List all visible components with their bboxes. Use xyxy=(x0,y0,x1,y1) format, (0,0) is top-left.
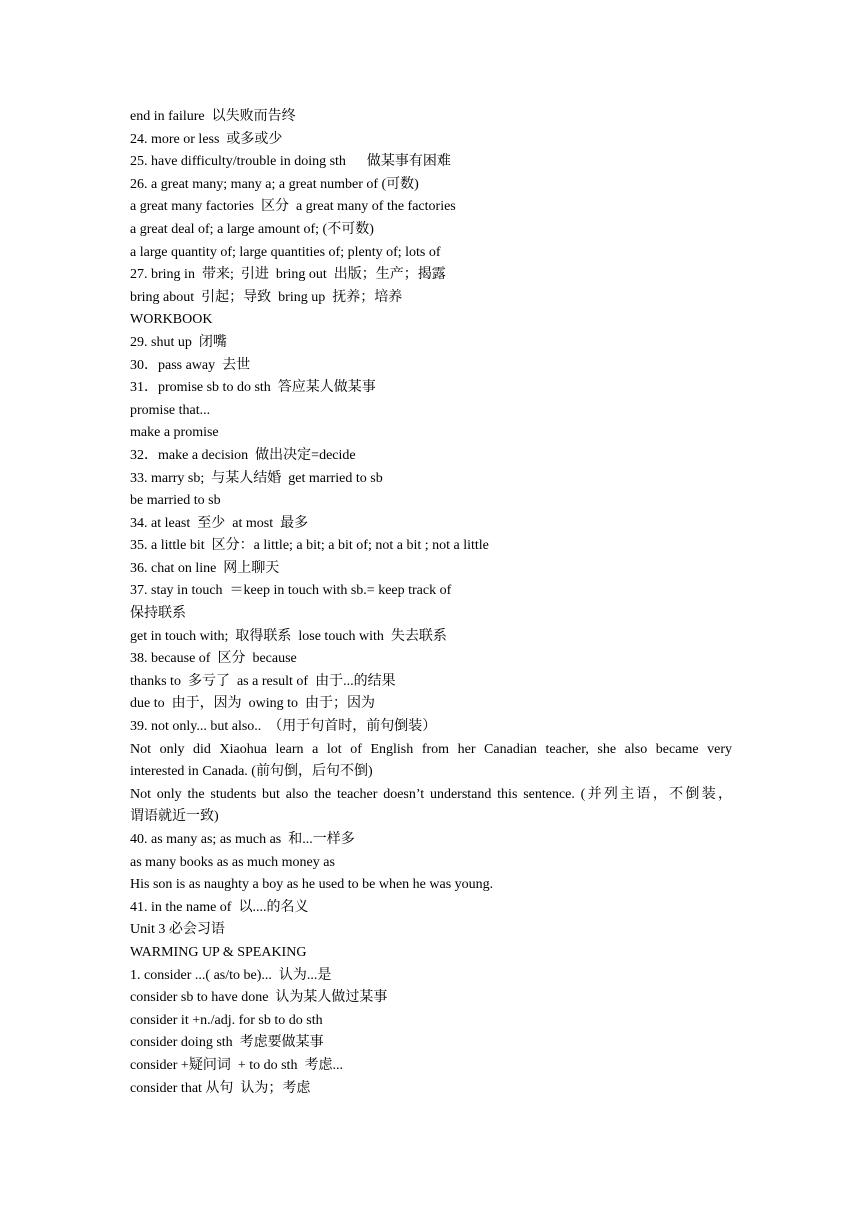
text-line: bring about 引起；导致 bring up 抚养；培养 xyxy=(130,289,403,305)
text-line: 32．make a decision 做出决定=decide xyxy=(130,447,356,463)
text-line: 1. consider ...( as/to be)... 认为...是 xyxy=(130,967,332,983)
text-line: 34. at least 至少 at most 最多 xyxy=(130,515,309,531)
text-line: 37. stay in touch ＝keep in touch with sb.= keep track of xyxy=(130,583,452,599)
text-line: 40. as many as; as much as 和...一样多 xyxy=(130,832,355,847)
text-line: 25. have difficulty/trouble in doing sth 做某事有困难 xyxy=(130,154,451,170)
text-line: a great deal of; a large amount of; (不可数) xyxy=(130,221,374,237)
text-line: 谓语就近一致) xyxy=(130,809,219,825)
section-heading: WORKBOOK xyxy=(130,312,213,328)
text-line: consider doing sth 考虑要做某事 xyxy=(130,1035,324,1051)
text-line: 保持联系 xyxy=(130,606,186,622)
text-line: interested in Canada. (前句倒，后句不倒) xyxy=(130,764,373,780)
text-line: 30．pass away 去世 xyxy=(130,357,251,373)
text-line: be married to sb xyxy=(130,493,221,509)
text-line: 26. a great many; many a; a great number of (可数) xyxy=(130,176,419,192)
text-line: as many books as as much money as xyxy=(130,854,335,870)
text-line: 29. shut up 闭嘴 xyxy=(130,334,227,350)
text-line: consider +疑问词 + to do sth 考虑... xyxy=(130,1057,343,1073)
text-line: promise that... xyxy=(130,402,211,418)
text-line: 24. more or less 或多或少 xyxy=(130,131,283,147)
text-line: a large quantity of; large quantities of; plenty of; lots of xyxy=(130,244,441,260)
text-line: get in touch with; 取得联系 lose touch with 失去联系 xyxy=(130,628,447,644)
section-heading: WARMING UP & SPEAKING xyxy=(130,944,307,960)
text-line: Not only the students but also the teacher doesn’t understand this sentence. (并列主语，不倒装， xyxy=(130,786,732,802)
text-line: end in failure 以失败而告终 xyxy=(130,109,296,124)
document-page xyxy=(130,106,732,1100)
text-line: thanks to 多亏了 as a result of 由于...的结果 xyxy=(130,673,396,689)
text-line: due to 由于，因为 owing to 由于；因为 xyxy=(130,696,375,712)
text-line: 27. bring in 带来; 引进 bring out 出版；生产；揭露 xyxy=(130,267,446,283)
text-line: a great many factories 区分 a great many of the factories xyxy=(130,199,456,215)
text-line: 35. a little bit 区分：a little; a bit; a bit of; not a bit ; not a little xyxy=(130,538,489,554)
text-line: consider it +n./adj. for sb to do sth xyxy=(130,1012,323,1028)
text-line: 39. not only... but also.. （用于句首时，前句倒装） xyxy=(130,719,437,735)
text-line: 33. marry sb; 与某人结婚 get married to sb xyxy=(130,470,383,486)
text-line: 31．promise sb to do sth 答应某人做某事 xyxy=(130,380,376,396)
text-line: 36. chat on line 网上聊天 xyxy=(130,560,280,576)
text-line: His son is as naughty a boy as he used to be when he was young. xyxy=(130,877,494,893)
text-line: make a promise xyxy=(130,425,219,441)
text-line: Not only did Xiaohua learn a lot of English from her Canadian teacher, she also became very xyxy=(130,741,732,757)
text-line: 41. in the name of 以....的名义 xyxy=(130,899,309,915)
section-heading: Unit 3 必会习语 xyxy=(130,922,225,938)
text-line: consider sb to have done 认为某人做过某事 xyxy=(130,990,388,1006)
text-line: 38. because of 区分 because xyxy=(130,651,297,667)
text-line: consider that 从句 认为；考虑 xyxy=(130,1080,311,1096)
